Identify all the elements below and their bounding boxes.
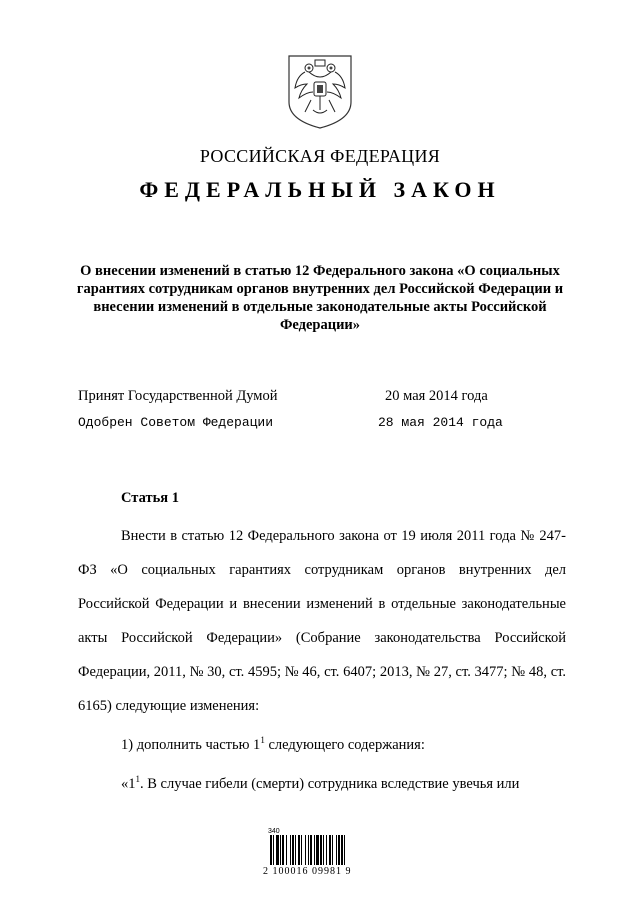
article-paragraph: Внести в статью 12 Федерального закона от 19 июля 2011 года № 247-ФЗ «О социальных гарантиях сотрудникам органов внутренних дел Российской Федерации и внесении изменений в отдельные законодательные акты Российской Федерации» (Собрание законодательства Российской Федерации, 2011, № 30, ст. 4595; № 46, ст. 6407; 2013, № 27, ст. 3477; № 48, ст. 6165) следующие изменения: [78,528,566,714]
article-item-1 [78,723,566,762]
item-2-suffix: . В случае гибели (смерти) сотрудника вследствие увечья или [140,775,520,792]
barcode-top-text: 340 [268,828,280,835]
article-item-2 [78,762,566,801]
item-2-superscript: 1 [135,773,140,784]
article-heading: Статья 1 [121,490,179,506]
item-1-suffix: следующего содержания: [264,736,425,753]
approved-by-federation-council-date: 28 мая 2014 года [378,415,503,430]
document-type-heading: ФЕДЕРАЛЬНЫЙ ЗАКОН [139,177,501,202]
coat-of-arms-emblem [287,54,353,130]
law-title: О внесении изменений в статью 12 Федерального закона «О социальных гарантиях сотрудникам органов внутренних дел Российской Федерации и внесении изменений в отдельные законодательные акты Российской Федерации» [76,263,564,333]
item-1-superscript: 1 [260,735,265,745]
item-2-prefix: «1 [121,775,136,792]
adopted-by-duma-date: 20 мая 2014 года [385,388,488,404]
article-body [78,519,566,801]
approved-by-federation-council-label: Одобрен Советом Федерации [78,415,274,430]
country-name: РОССИЙСКАЯ ФЕДЕРАЦИЯ [199,146,441,166]
adopted-by-duma-label: Принят Государственной Думой [78,388,278,404]
item-1-prefix: 1) дополнить частью 1 [121,736,261,753]
barcode-digits: 2 100016 09981 9 [263,866,352,877]
